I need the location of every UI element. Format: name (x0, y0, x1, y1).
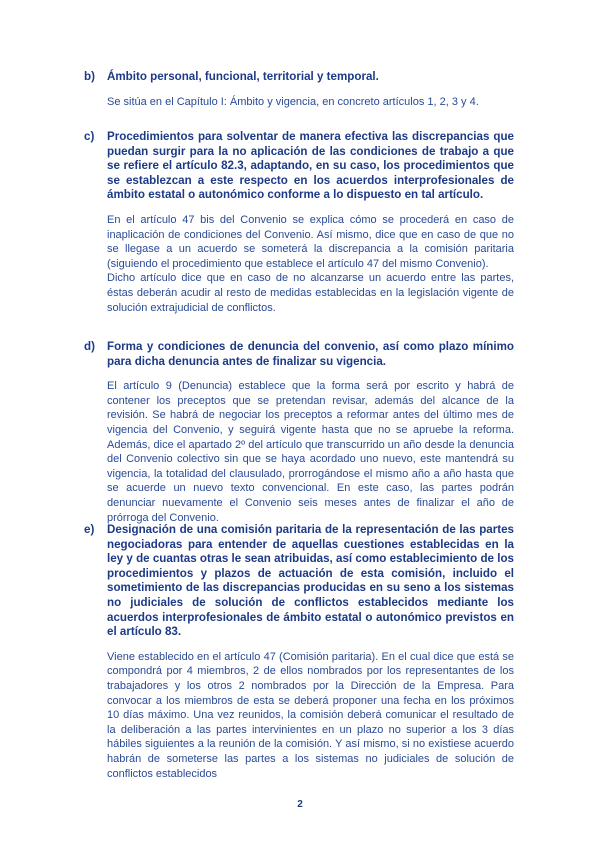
section-c (84, 130, 514, 315)
section-body (107, 95, 514, 110)
section-heading (84, 523, 514, 640)
section-heading (84, 340, 514, 369)
heading-text: Forma y condiciones de denuncia del convenio, así como plazo mínimo para dicha denuncia antes de finalizar su vigencia. (107, 340, 514, 368)
heading-text: Ámbito personal, funcional, territorial y temporal. (107, 70, 379, 83)
section-letter: e) (84, 523, 95, 536)
paragraph: Se sitúa en el Capítulo I: Ámbito y vigencia, en concreto artículos 1, 2, 3 y 4. (107, 95, 479, 108)
paragraph: Dicho artículo dice que en caso de no alcanzarse un acuerdo entre las partes, éstas deberán acudir al resto de medidas establecidas en la legislación vigente de solución extrajudicial de conflictos. (107, 272, 514, 314)
section-letter: c) (84, 130, 95, 143)
paragraph: El artículo 9 (Denuncia) establece que la forma será por escrito y habrá de contener los preceptos que se pretendan revisar, además del alcance de la revisión. Se habrá de negociar los preceptos a reformar antes del último mes de vigencia del Convenio, y seguirá vigente hasta que no se apruebe la reforma. Además, dice el apartado 2º del artículo que transcurrido un año desde la denuncia del Convenio colectivo sin que se haya acordado uno nuevo, este mantendrá su vigencia, la totalidad del clausulado, prorrogándose el mismo año a año hasta que se acuerde un nuevo texto convencional. En este caso, las partes podrán denunciar nuevamente el Convenio seis meses antes de finalizar el año de prórroga del Convenio. (107, 380, 514, 524)
section-letter: d) (84, 340, 95, 353)
section-e (84, 523, 514, 781)
section-heading (84, 130, 514, 203)
section-b (84, 70, 514, 109)
page-number: 2 (297, 799, 303, 810)
section-body (107, 650, 514, 781)
section-heading (84, 70, 514, 85)
section-body (107, 379, 514, 525)
heading-text: Designación de una comisión paritaria de la representación de las partes negociadoras para entender de aquellas cuestiones establecidas en la ley y de cuantas otras le sean atribuidas, así como establecimiento de los procedimientos y plazos de actuación de esta comisión, incluido el sometimiento de las discrepancias producidas en su seno a los sistemas no judiciales de solución de conflictos establecidos mediante los acuerdos interprofesionales de ámbito estatal o autonómico previstos en el artículo 83. (107, 523, 514, 639)
paragraph: En el artículo 47 bis del Convenio se explica cómo se procederá en caso de inaplicación de condiciones del Convenio. Así mismo, dice que en caso de que no se llegase a un acuerdo se someterá la discrepancia a la comisión paritaria (siguiendo el procedimiento que establece el artículo 47 del mismo Convenio). (107, 213, 514, 270)
section-body (107, 213, 514, 315)
heading-text: Procedimientos para solventar de manera efectiva las discrepancias que puedan surgir para la no aplicación de las condiciones de trabajo a que se refiere el artículo 82.3, adaptando, en su caso, los procedimientos que se establezcan a este respecto en los acuerdos interprofesionales de ámbito estatal o autonómico conforme a lo dispuesto en tal artículo. (107, 130, 514, 202)
paragraph: Viene establecido en el artículo 47 (Comisión paritaria). En el cual dice que está se compondrá por 4 miembros, 2 de ellos nombrados por los representantes de los trabajadores y los otros 2 nombrados por la Dirección de la Empresa. Para convocar a los miembros de esta se deberá proponer una fecha en los próximos 10 días máximo. Una vez reunidos, la comisión deberá comunicar el resultado de la deliberación a las partes intervinientes en un plazo no superior a los 3 días hábiles siguientes a la reunión de la comisión. Y así mismo, si no existiese acuerdo habrán de someterse las partes a los sistemas no judiciales de solución de conflictos establecidos (107, 650, 514, 780)
section-letter: b) (84, 70, 95, 83)
section-d (84, 340, 514, 525)
